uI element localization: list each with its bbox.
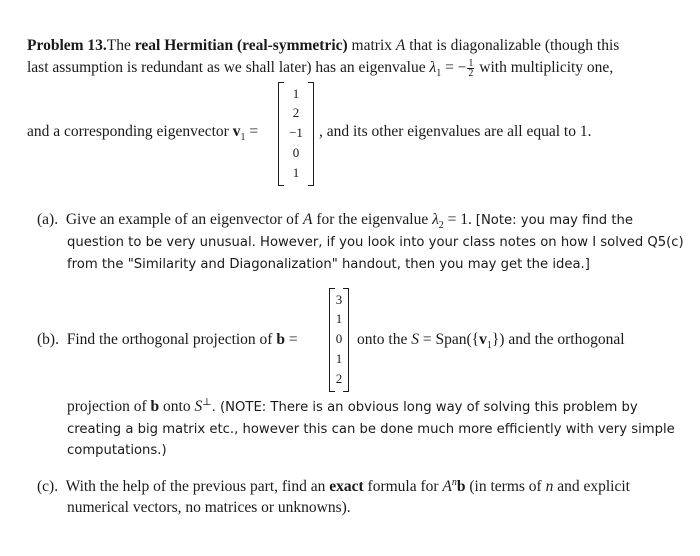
subscript: 2 (438, 220, 444, 232)
problem-line-2 (27, 58, 613, 78)
part-a-line-1 (37, 210, 633, 231)
matrix-symbol: A (395, 37, 406, 54)
power-superscript: n (451, 476, 457, 488)
text: last assumption is redundant as we shall later) has an eigenvalue (27, 59, 430, 76)
matrix-symbol: A (442, 478, 452, 495)
part-c-line-1 (37, 477, 630, 497)
part-b-label: (b). (37, 331, 59, 348)
part-b-line-4: computations.) (67, 443, 167, 458)
variable-n: n (545, 478, 554, 495)
text: = (284, 331, 298, 348)
part-a-line-2: question to be very unusual. However, if you look into your class notes on how I solved Q5(c) (67, 235, 684, 250)
bold-text: exact (329, 478, 364, 495)
vector-entry: 1 (292, 165, 300, 180)
matrix-symbol: A (302, 211, 313, 228)
text: that is diagonalizable (though this (405, 37, 620, 54)
text: onto the (357, 331, 412, 348)
text: formula for (363, 478, 443, 495)
text: (in terms of (465, 478, 546, 495)
vector-entry: 0 (292, 145, 300, 160)
note-text: [Note: you may find the (475, 213, 634, 228)
text: = 1. (443, 211, 476, 228)
part-a-label: (a). (37, 211, 59, 228)
lambda-symbol: λ (432, 211, 439, 228)
text: Find the orthogonal projection of (66, 331, 277, 348)
vector-entry: 2 (335, 371, 343, 386)
fraction-numerator: 1 (468, 57, 474, 69)
part-c-line-2: numerical vectors, no matrices or unknowns). (67, 499, 351, 516)
subscript: 1 (240, 132, 246, 144)
problem-line-3 (27, 122, 258, 142)
text: With the help of the previous part, find an (65, 478, 330, 495)
text: for the eigenvalue (312, 211, 433, 228)
vector-v1 (278, 82, 314, 186)
problem-line-3-tail (319, 122, 591, 142)
problem-line-1 (27, 36, 619, 56)
vector-b (329, 288, 349, 392)
text: and explicit (553, 478, 630, 495)
part-a-line-3: from the "Similarity and Diagonalization" handout, then you may get the idea.] (67, 257, 590, 272)
part-b-line-1-tail (357, 330, 625, 350)
text: = Span({ (419, 331, 480, 348)
vector-entry: 2 (292, 105, 300, 120)
vector-entry: 0 (335, 331, 343, 346)
subscript: 1 (486, 340, 492, 352)
vector-symbol: v (232, 123, 241, 140)
perp-superscript: ⊥ (202, 396, 212, 408)
text: projection of (67, 398, 151, 415)
lambda-symbol: λ (429, 59, 437, 76)
part-b-line-2 (67, 397, 638, 418)
vector-entry: 1 (335, 351, 343, 366)
text: = − (441, 59, 467, 76)
vector-symbol: b (456, 478, 466, 495)
text: = (245, 123, 259, 140)
subscript: 1 (436, 68, 442, 80)
vector-symbol: b (150, 398, 160, 415)
text: and a corresponding eigenvector (27, 123, 233, 140)
fraction-denominator: 2 (468, 67, 474, 79)
text: matrix (347, 37, 396, 54)
text: with multiplicity one, (475, 59, 614, 76)
note-text: . (NOTE: There is an obvious long way of solving this problem by (211, 400, 638, 415)
part-b-line-3: creating a big matrix etc., however this can be done much more efficiently with very simple (67, 422, 675, 437)
subspace-symbol: S (194, 398, 203, 415)
fraction-half (467, 59, 474, 78)
part-b-line-1 (37, 330, 298, 350)
text: }) and the orthogonal (491, 331, 625, 348)
text: , and its other eigenvalues are all equal to 1. (319, 123, 592, 140)
vector-symbol: v (479, 331, 487, 348)
bold-text: real Hermitian (real-symmetric) (134, 37, 348, 54)
vector-symbol: b (276, 331, 285, 348)
vector-entry: 3 (335, 292, 343, 307)
vector-entry: −1 (289, 125, 303, 140)
vector-entry: 1 (335, 311, 343, 326)
problem-label: Problem 13. (27, 37, 107, 54)
text: The (106, 37, 135, 54)
text: Give an example of an eigenvector of (65, 211, 303, 228)
part-c-label: (c). (37, 478, 59, 495)
subspace-symbol: S (411, 331, 419, 348)
vector-entry: 1 (292, 86, 300, 101)
text: onto (159, 398, 195, 415)
